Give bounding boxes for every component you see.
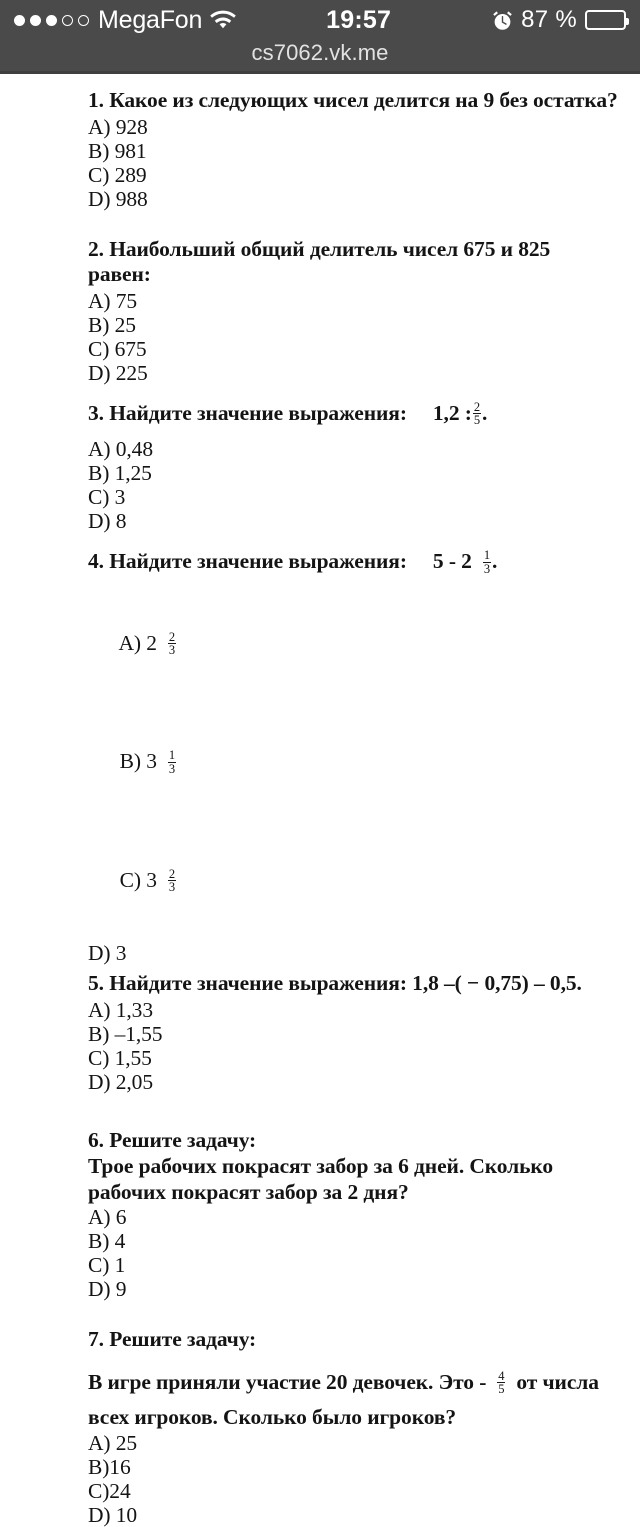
- status-bar: [0, 0, 640, 40]
- fraction-1-3: $\frac{1}{3}$: [168, 748, 176, 776]
- question-4-option-c[interactable]: [88, 823, 618, 942]
- question-6-option-d[interactable]: D) 9: [88, 1277, 127, 1301]
- question-3-option-d[interactable]: D) 8: [88, 509, 127, 533]
- question-1: [88, 88, 618, 211]
- spacer: [88, 385, 618, 401]
- status-bar-right: [492, 6, 626, 34]
- fraction-2-3: $\frac{2}{3}$: [168, 866, 176, 895]
- question-1-option-b[interactable]: B) 981: [88, 138, 147, 163]
- question-1-prompt: 1. Какое из следующих чисел делится на 9 без остатка?: [88, 88, 618, 112]
- question-4-expression-post: .: [491, 549, 498, 573]
- question-4-option-a[interactable]: [88, 586, 618, 705]
- question-7-option-d[interactable]: D) 10: [88, 1502, 138, 1527]
- clock-label: 19:57: [326, 5, 392, 34]
- question-1-option-c[interactable]: C) 289: [88, 162, 147, 187]
- fraction-2-3: $\frac{2}{3}$: [168, 629, 176, 658]
- fraction-4-5: $\frac{4}{5}$: [498, 1368, 505, 1397]
- question-7-body-pre: В игре приняли участие 20 девочек. Это -: [88, 1369, 487, 1394]
- question-7-body-post: от числа всех игроков. Сколько было игроков?: [88, 1369, 599, 1429]
- browser-chrome: [0, 0, 640, 74]
- question-3-option-b[interactable]: B) 1,25: [88, 461, 152, 485]
- question-1-option-a[interactable]: A) 928: [88, 114, 148, 139]
- question-4-option-b[interactable]: [88, 704, 618, 823]
- spacer: [88, 1301, 618, 1327]
- battery-icon: [585, 10, 626, 30]
- question-5-option-c[interactable]: C) 1,55: [88, 1045, 152, 1070]
- question-7-body: [88, 1370, 618, 1431]
- question-1-option-d[interactable]: D) 988: [88, 186, 148, 211]
- question-6: [88, 1128, 618, 1302]
- document-content: [0, 74, 640, 1527]
- question-2-option-a[interactable]: A) 75: [88, 288, 138, 313]
- question-3: [88, 401, 618, 534]
- url-text: cs7062.vk.me: [251, 40, 389, 65]
- question-2: [88, 237, 618, 385]
- question-2-option-d[interactable]: D) 225: [88, 360, 148, 385]
- question-2-option-c[interactable]: C) 675: [88, 336, 147, 361]
- question-3-expression-pre: 1,2 :: [432, 400, 472, 425]
- question-4-prompt: [88, 549, 618, 585]
- question-3-option-a[interactable]: A) 0,48: [88, 437, 153, 461]
- battery-percent-label: 87 %: [521, 6, 577, 33]
- question-6-body: Трое рабочих покрасят забор за 6 дней. Сколько рабочих покрасят забор за 2 дня?: [88, 1154, 554, 1204]
- question-7-prompt: 7. Решите задачу:: [88, 1327, 257, 1351]
- question-5-option-d[interactable]: D) 2,05: [88, 1069, 153, 1094]
- question-4-expression-pre: 5 - 2: [432, 549, 472, 573]
- fraction-2-5: $\frac{2}{5}$: [473, 399, 480, 428]
- carrier-label: MegaFon: [98, 5, 203, 34]
- question-4-prompt-text: 4. Найдите значение выражения:: [88, 549, 407, 573]
- signal-strength-icon: [14, 15, 89, 26]
- question-2-prompt: 2. Наибольший общий делитель чисел 675 и 825 равен:: [88, 236, 551, 286]
- url-bar[interactable]: [0, 40, 640, 74]
- question-7-option-b[interactable]: B)16: [88, 1454, 131, 1479]
- question-6-option-a[interactable]: A) 6: [88, 1205, 127, 1229]
- question-7-option-c[interactable]: C)24: [88, 1478, 131, 1503]
- question-6-prompt: 6. Решите задачу:: [88, 1127, 257, 1152]
- question-4-option-d[interactable]: D) 3: [88, 941, 127, 965]
- question-5: [88, 971, 618, 1094]
- question-3-prompt-text: 3. Найдите значение выражения:: [88, 400, 407, 425]
- spacer: [88, 1354, 618, 1370]
- spacer: [88, 533, 618, 549]
- fraction-1-3: $\frac{1}{3}$: [483, 548, 490, 576]
- question-2-option-b[interactable]: B) 25: [88, 312, 136, 337]
- question-5-option-a[interactable]: A) 1,33: [88, 997, 153, 1022]
- question-5-prompt: 5. Найдите значение выражения: 1,8 –( − 0,75) – 0,5.: [88, 971, 582, 995]
- question-7: [88, 1327, 618, 1527]
- spacer: [88, 211, 618, 237]
- status-bar-left: [14, 5, 235, 34]
- question-3-option-c[interactable]: C) 3: [88, 485, 126, 509]
- question-4-option-c-label: C) 3: [119, 867, 157, 892]
- question-4-option-b-label: B) 3: [119, 749, 157, 773]
- alarm-clock-icon: [492, 10, 513, 31]
- spacer: [88, 1094, 618, 1128]
- question-5-option-b[interactable]: B) –1,55: [88, 1021, 163, 1046]
- question-7-option-a[interactable]: A) 25: [88, 1430, 138, 1455]
- question-6-option-c[interactable]: C) 1: [88, 1253, 126, 1277]
- question-4-option-a-label: A) 2: [118, 630, 157, 655]
- question-4: [88, 549, 618, 965]
- question-6-option-b[interactable]: B) 4: [88, 1229, 126, 1253]
- question-3-prompt: [88, 401, 618, 437]
- question-3-expression-post: .: [481, 400, 488, 425]
